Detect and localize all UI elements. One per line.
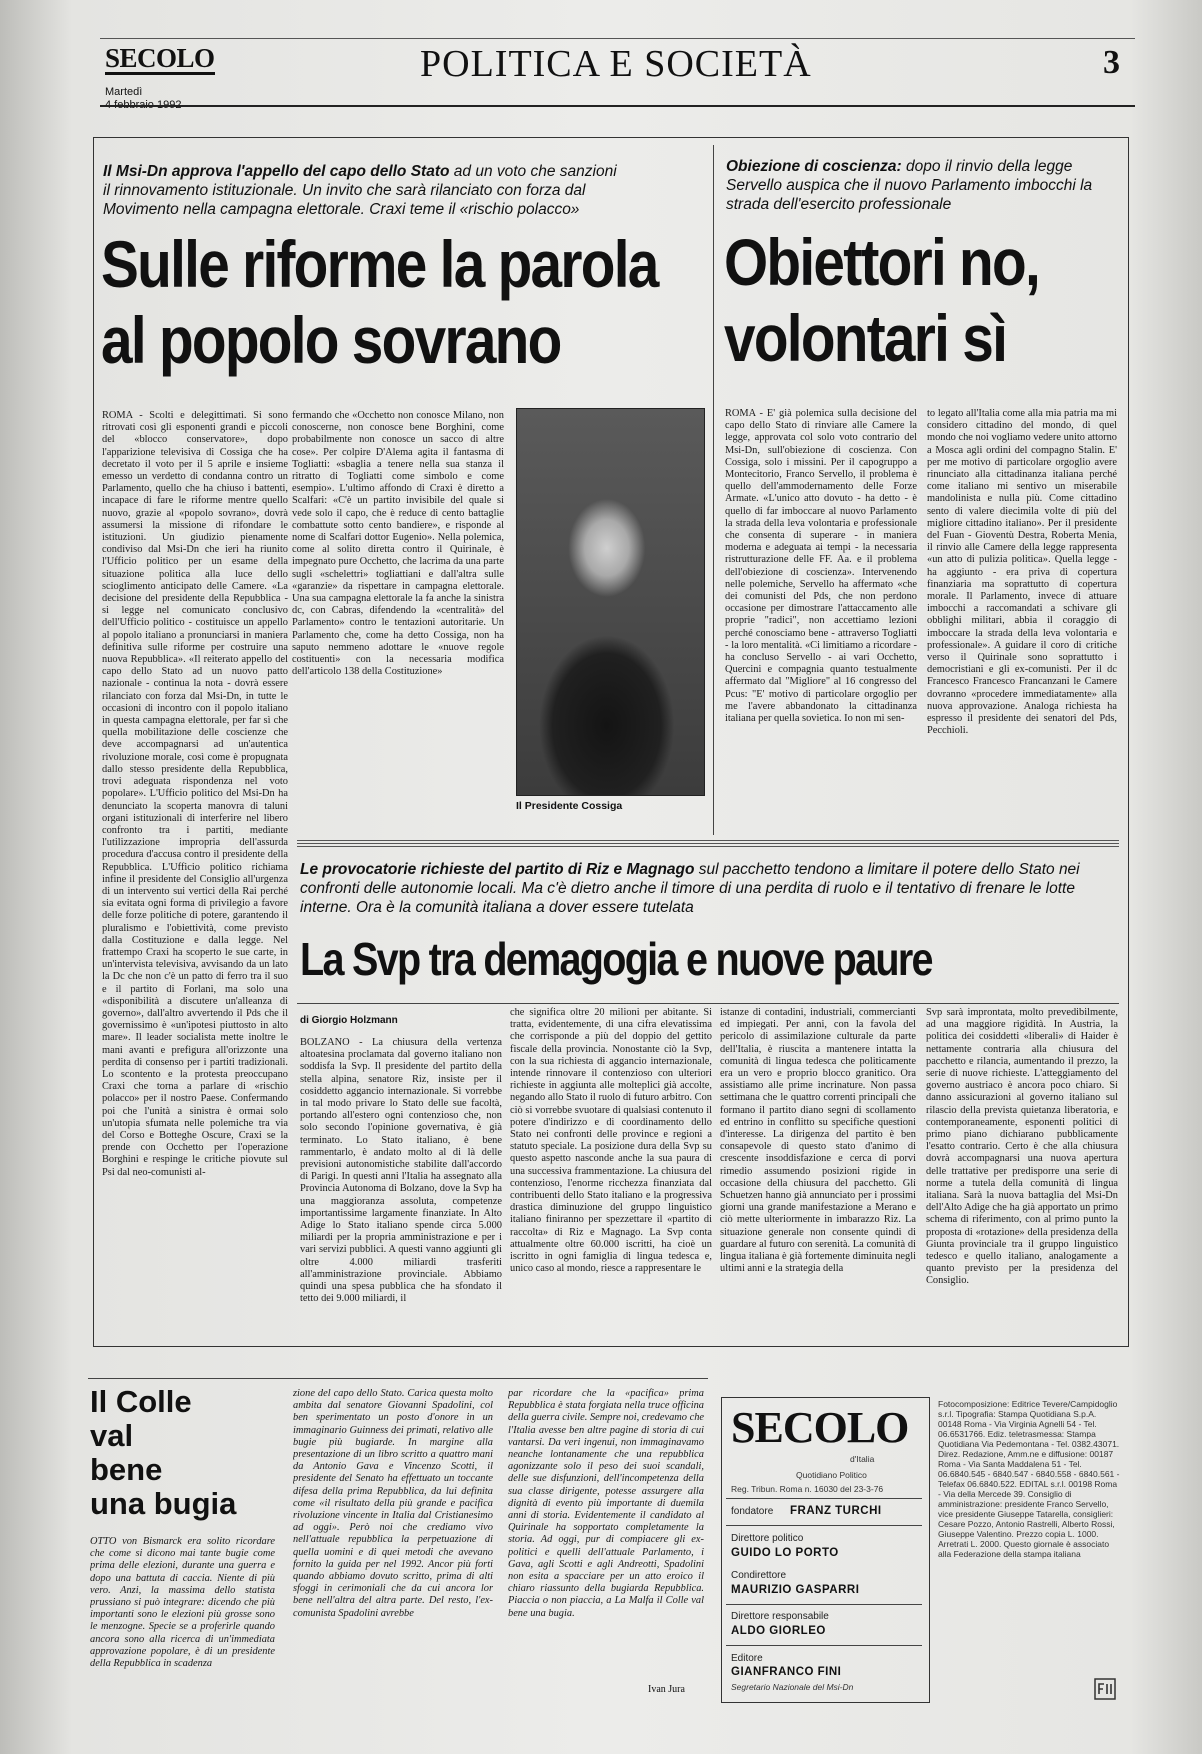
article3-kicker — [300, 860, 1110, 917]
article3-column-1: BOLZANO - La chiusura della vertenza altoatesina proclamata dal governo italiano non soddisfa la Svp. Il presidente del partito della stella alpina, senatore Riz, insiste per il cosiddetto aggancio internazionale. Si vorrebbe in tal modo privare lo Stato delle sue facoltà, portando all'estero ogni contenzioso che, non solo secondo l'opinione governativa, è già terminato. Lo Stato italiano, è bene rammentarlo, è andato molto al di là delle previsioni autonomistiche stabilite dall'accordo di Parigi. In questi anni l'Italia ha assegnato alla Provincia Autonoma di Bolzano, dove la Svp ha una maggioranza assoluta, competenze importantissime largamente finanziate. In Alto Adige lo Stato italiano spende circa 5.000 miliardi per la propria amministrazione e per i vari servizi pubblici. A questi vanno aggiunti gli oltre 4.000 miliardi trasferiti all'amministrazione provinciale. Abbiamo quindi una spesa pubblica che ha sfondato il tetto dei 9.000 miliardi, il — [300, 1037, 502, 1305]
article1-kicker-lead: Il Msi-Dn approva l'appello del capo dello Stato — [103, 163, 450, 180]
masthead-logo: SECOLO — [105, 43, 215, 73]
fieg-logo-icon — [1094, 1678, 1116, 1700]
article1-headline-line1: Sulle riforme la parola — [101, 227, 658, 301]
article2-kicker-rest: dopo il rinvio della legge Servello auspica che il nuovo Parlamento imbocchi la strada dell'esercito professionale — [726, 158, 1093, 213]
publisher-name: GIANFRANCO FINI — [731, 1666, 842, 1678]
masthead-day: Martedì — [105, 86, 143, 98]
editor-name: ALDO GIORLEO — [731, 1625, 826, 1637]
section-title: POLITICA E SOCIETÀ — [420, 43, 812, 85]
article3-kicker-rest: sul pacchetto tendono a limitare il potere dello Stato nei confronti delle autonomie locali. Ma c'è dietro anche il timore di una perdita di ruolo e il tentativo di frenare le lotte interne. Ora è la comunità italiana a dover essere tutelata — [300, 861, 1080, 916]
publisher-role: Segretario Nazionale del Msi-Dn — [731, 1682, 854, 1692]
impressum-rule-3 — [726, 1604, 922, 1605]
top-rule — [100, 38, 1135, 39]
article4-column-2: zione del capo dello Stato. Carica questa molto ambita dal senatore Giovanni Spadolini, col ben sperimentato un posto d'onore in un immaginario Guinness dei primati, relativo alle bugie più bugiarde. In margine alla presentazione di un libro scritto a quattro mani da Antonio Gava e Vincenzo Scotti, il presidente del Senato ha effettuato un toccante difesa della prima Repubblica, da lui definita come «il risultato della più grande e pacifica rivoluzione vincente in Italia dal Cristianesimo ad oggi». Però noi che crediamo vivo nell'attuale repubblica la perpetuazione di quella uomini e di quei metodi che avevano fornito la guida per nel 1992. Ancor più forti quando abbiamo dovuto scritto, prima di alti sfoggi in cerimoniali che da cui ancora lor bene nell'altra del altra parte. Del resto, l'ex-comunista Spadolini avrebbe — [293, 1388, 493, 1619]
column-divider — [713, 145, 714, 835]
article1-kicker — [103, 162, 623, 219]
article2-column-1: ROMA - E' già polemica sulla decisione del capo dello Stato di rinviare alle Camere la legge, approvata col solo voto contrario del Msi-Dn, sull'obiezione di coscienza. Con Cossiga, solo i missini. Per il capogruppo a Montecitorio, Franco Servello, il problema è quello dell'ammodernamento delle Forze Armate. «L'unico atto dovuto - ha detto - è quello di far imboccare al nuovo Parlamento la strada della leva volontaria e professionale che consenta di superare - in maniera moderna e adeguata ai tempi - la necessaria ristrutturazione delle FF. Aa. e il problema dell'obiezione di coscienza». Intervenendo nelle polemiche, Servello ha affermato «che dei comunisti del Pds, che non perdono occasione per dimostrare l'attaccamento alle proprie "radici", non accettiamo lezioni perché conosciamo bene - attraverso Togliatti - la loro mentalità. «Ci limitiamo a ricordare - ha concluso Servello - ai vari Occhetto, Quercini e compagnia quanto testualmente affermato dal "Migliore" al 16 congresso del Pcus: "E' motivo di particolare orgoglio per me l'avere abbandonato la cittadinanza italiana per quella sovietica. Io non mi sen- — [725, 408, 917, 725]
article4-signature: Ivan Jura — [648, 1684, 685, 1695]
impressum-rule-2 — [726, 1525, 922, 1526]
editor-label: Direttore responsabile — [731, 1611, 829, 1622]
publisher-label: Editore — [731, 1653, 763, 1664]
article2-headline-line1: Obiettori no, — [724, 225, 1040, 299]
article1-column-2: fermando che «Occhetto non conosce Milano, non conoscerne, non conosce bene Borghini, come probabilmente non conosce un sacco di altre cose». Per colpire D'Alema agita il fantasma di Togliatti: «sbaglia a tenere nella sua stanza il ritratto di Togliatti come simbolo e come esempio». L'ultimo affondo di Craxi è diretto a Scalfari: «C'è un partito invisibile del quale si vede solo il capo, che è reduce di cento battaglie combattute sotto cento bandiere», e risponde al nome di Scalfari dottor Eugenio». Nella polemica, come al solito diretta contro il Quirinale, è impegnato pure Occhetto, che lacrima da una parte sugli «schelettri» togliattiani e dall'altra sulle «garanzie» da rispettare in campagna elettorale. Una sua campagna elettorale la fa anche la sinistra dc, con Cabras, difendendo la «centralità» del Parlamento» contro le tentazioni autoritarie. Un Parlamento che, come ha detto Cossiga, non ha saputo nemmeno adottare le «nuove regole costituenti» con la necessaria modifica dell'articolo 138 della Costituzione» — [292, 410, 504, 678]
article3-kicker-lead: Le provocatorie richieste del partito di Riz e Magnago — [300, 861, 695, 878]
article3-byline: di Giorgio Holzmann — [300, 1015, 398, 1026]
article4-title-line3: bene — [90, 1452, 163, 1487]
article4-column-1: OTTO von Bismarck era solito ricordare che come si dicono mai tante bugie come prima delle elezioni, durante una guerra e dopo una battuta di caccia. Niente di più vero. Anzi, la massima dello statista prussiano si può integrare: dicendo che più importanti sono le elezioni più grosse sono le menzogne. Specie se a proferirle quando ancora sono alla ricerca di un'immediata approvazione popolare, è di un presidente della Repubblica in scadenza — [90, 1536, 275, 1670]
impressum-rule-4 — [726, 1645, 922, 1646]
director-name: GUIDO LO PORTO — [731, 1547, 839, 1559]
impressum-logo: SECOLO — [731, 1403, 909, 1452]
article3-headline: La Svp tra demagogia e nuove paure — [300, 933, 932, 985]
director-label: Direttore politico — [731, 1533, 804, 1544]
impressum-logo-sub: d'Italia — [850, 1454, 875, 1464]
article4-title-line2: val — [90, 1418, 134, 1453]
article3-column-4: Svp sarà improntata, molto prevedibilmente, ad una maggiore rigidità. In Austria, la politica dei cosiddetti «liberali» di Haider è nettamente contraria alla chiusura del pacchetto e rilancia, aumentando il prezzo, la serie di nuove richieste. L'atteggiamento del governo austriaco è ancora poco chiaro. Si danno assicurazioni al governo italiano sul rilascio della prevista quietanza liberatoria, e contemporaneamente, esponenti politici di primo piano dichiarano pubblicamente l'esatto contrario. Certo è che alla chiusura dovrà accompagnarsi una nuova apertura delle trattative per predisporre una serie di norme a tutela della comunità di lingua italiana. Sarà la nuova battaglia del Msi-Dn dell'Alto Adige che ha già apportato un primo schema di riferimento, con al primo punto la proposta di «rotazione» della presidenza della Giunta provinciale tra il gruppo linguistico tedesco e quello italiano, analogamente a quanto previsto per la presidenza del Consiglio. — [926, 1007, 1118, 1287]
article4-column-3: par ricordare che la «pacifica» prima Repubblica è stata forgiata nella truce officina della guerra civile. Sempre noi, credevamo che l'Italia avesse ben altre pagine di storia di cui vantarsi. Da veri ingenui, non immaginavamo neanche lontanamente che una repubblica agonizzante solo il peso dei suoi scandali, delle sue disfunzioni, dell'incompetenza della sua classe dirigente, potesse assurgere alla dignità di evento più importante di duemila anni di storia. Evidentemente il candidato al Quirinale ha sopportato completamente la storia. Ad oggi, pur di compiacere gli ex-politici e quelli dell'attuale Parlamento, i Gava, agli Scotti e agli Andreotti, Spadolini non esita a spacciare per un atto eroico il chiaro riassunto della bugiarda Repubblica. Piaccia o non piaccia, a La Malfa il Colle val bene una bugia. — [508, 1388, 704, 1619]
article4-title-line4: una bugia — [90, 1486, 237, 1521]
article1-kicker-rest: ad un voto che sanzioni il rinnovamento istituzionale. Un invito che sarà rilanciato con forza dal Movimento nella campagna elettorale. Craxi teme il «rischio polacco» — [103, 163, 617, 218]
article2-column-2: to legato all'Italia come alla mia patria ma mi considero cittadino del mondo, di quel mondo che noi vogliamo vedere unito attorno a Mosca agli ordini del compagno Stalin. E' per me motivo di particolare orgoglio avere rinunciato alla cittadinanza italiana perché come italiano mi sentivo un miserabile mandolinista e nulla più. Come cittadino sento di valere diecimila volte di più del migliore cittadino italiano». Per il presidente del Fuan - Gioventù Destra, Roberta Menia, il rinvio alle Camere della legge rappresenta «un atto di pulizia politica». Quella legge - ha aggiunto - era priva di copertura finanziaria ma soprattutto di copertura morale. Il Parlamento, invece di attuare imbocchi a raccomandati a schivare gli obblighi militari, abbia il coraggio di imboccare la strada della leva volontaria e professionale». A guidare il coro di critiche verso il Quirinale sono soprattutto i democristiani e gli ex-comunisti. Per il dc Francesco Francesco Francanzani le Camere dovranno «procedere immediatamente» alla nuova approvazione. Analoga richiesta ha espresso il presidente dei senatori del Pds, Pecchioli. — [927, 408, 1117, 737]
photo-caption: Il Presidente Cossiga — [516, 800, 623, 812]
article3-column-2: che significa oltre 20 milioni per abitante. Si tratta, evidentemente, di una cifra elevatissima che corrisponde a più del doppio del gettito fiscale della provincia. Nonostante ciò la Svp, con la sua richiesta di aggancio internazionale, intende rinnovare il contenzioso con ulteriori richieste in aggiunta alle molteplici già accolte, negando allo Stato il ruolo di futuro arbitro. Con ciò si vorrebbe svuotare di qualsiasi contenuto il potere d'indirizzo e di coordinamento dello Stato nei confronti delle province e regioni a statuto speciale. La posizione dura della Svp su questo aspetto nasconde anche la sua paura di una successiva frammentazione. La chiusura del contenzioso, l'enorme ricchezza finanziata dal contribuenti dello Stato italiano e la progressiva drastica diminuzione del gruppo linguistico italiano finiranno per spezzettare il «partito di raccolta» di Riz e Magnago. La Svp conta attualmente oltre 60.000 iscritti, ha cioè un iscritto in ogni famiglia di lingua tedesca e, unico caso al mondo, riesce a rappresentare le — [510, 1007, 712, 1275]
founder-name: FRANZ TURCHI — [790, 1505, 882, 1517]
page-number: 3 — [1103, 44, 1120, 81]
article1-headline-line2: al popolo sovrano — [101, 303, 561, 377]
cossiga-photo — [516, 408, 705, 796]
article4-top-rule — [88, 1378, 708, 1379]
impressum-registration: Reg. Tribun. Roma n. 16030 del 23-3-76 — [731, 1484, 884, 1494]
impressum-rule-1 — [726, 1498, 922, 1499]
article2-kicker — [726, 157, 1116, 214]
article2-kicker-lead: Obiezione di coscienza: — [726, 158, 902, 175]
header-rule — [100, 105, 1135, 107]
separator-stripes — [297, 838, 1119, 847]
article3-rule — [297, 1003, 1119, 1004]
impressum-right-block: Fotocomposizione: Editrice Tevere/Campidoglio s.r.l. Tipografia: Stampa Quotidiana S.p.A. 00148 Roma - Via Virginia Agnelli 54 - Tel. 06.6531766. Ediz. teletrasmessa: Stampa Quotidiana Via Pedemontana - Tel. 0382.43071. Direz. Redazione, Amm.ne e diffusione: 00187 Roma - Via Santa Maddalena 51 - Tel. 06.6840.545 - 6840.547 - 6840.558 - 6840.561 - Telefax 06.6840.522. EDITAL s.r.l. 00198 Roma - Via della Mercede 39. Consiglio di amministrazione: presidente Franco Servello, vice presidente Giuseppe Tatarella, consiglieri: Cesare Pozzo, Antonio Rastrelli, Alberto Rossi, Giuseppe Valentino. Prezzo copia L. 1000. Arretrati L. 2000. Questo giornale è associato alla Federazione della stampa italiana — [938, 1399, 1120, 1559]
article4-title-line1: Il Colle — [90, 1384, 192, 1419]
impressum-tagline: Quotidiano Politico — [796, 1470, 867, 1480]
founder-label: fondatore — [731, 1506, 774, 1517]
article1-column-1: ROMA - Scolti e delegittimati. Si sono ritrovati così gli esponenti grandi e piccoli del «blocco conservatore», dopo l'apparizione televisiva di Cossiga che ha decretato il voto per il 5 aprile e insieme emesso un verdetto di condanna contro un Parlamento, quello che ha chiuso i battenti, incapace di fare le riforme mentre quello nuovo, grazie al «popolo sovrano», dovrà assumersi la missione di rifondare le istituzioni. Un giudizio pienamente condiviso dal Msi-Dn che ieri ha riunito l'Ufficio politico per un esame della situazione politica alla luce dello scioglimento anticipato delle Camere. «La decisione del presidente della Repubblica - si legge nel comunicato conclusivo dell'Ufficio politico - costituisce un appello al popolo italiano a pronunciarsi in maniera definitiva sulle riforme per costruire una nuova Repubblica». «Il reiterato appello del capo dello Stato ad un nuovo patto nazionale - continua la nota - dovrà essere rilanciato con forza dal Msi-Dn, in tutte le occasioni di incontro con il popolo italiano in questa campagna elettorale, per far sì che quella mobilitazione delle coscienze che deve accompagnarsi ad un'autentica rivoluzione morale, così come è propugnata dallo stesso presidente della Repubblica, trovi adeguata rispondenza nel voto popolare». L'Ufficio politico del Msi-Dn ha denunciato la scoperta manovra di taluni organi istituzionali di interferire nel libero confronto tra i partiti, mediante l'utilizzazione impropria dell'assurda procedura d'accusa contro il presidente della Repubblica. L'Ufficio politico richiama infine il presidente del Consiglio all'urgenza di un intervento sui vertici della Rai perché sia evitata ogni forma di privilegio a favore delle forze politiche di potere, garantendo il pluralismo e l'obiettività, come previsto dalla Costituzione e dalla legge. Nel frattempo Craxi ha scoperto le sue carte, in un'intervista televisiva, avvisando da un lato la Dc che non c'è un patto di ferro tra il suo e il partito di Forlani, ma solo una «disponibilità a discutere un'alleanza di governo», dall'altro avvertendo il Pds che il governissimo è «un'ipotesi piuttosto in alto mare». Il leader socialista mette inoltre le mani avanti e prefigura all'orizzonte una perdita di consenso per i partiti tradizionali. Lo scontento e la protesta preoccupano Craxi che torna a parlare di «rischio polacco» per il nostro Paese. Confermando poi che l'unità a sinistra è ormai solo un'utopia sfumata nelle polemiche tra via del Corso e Botteghe Oscure, Craxi se la prende con Occhetto per l'operazione Borghini e respinge le critiche piovute sul Psi dal neo-comunisti al- — [102, 410, 288, 1178]
article2-headline-line2: volontari sì — [724, 301, 1007, 375]
codirector-name: MAURIZIO GASPARRI — [731, 1584, 860, 1596]
article3-column-3: istanze di contadini, industriali, commercianti ed impiegati. Per anni, con la favola del pericolo di assimilazione culturale da parte dell'Italia, è riuscita a mantenere intatta la comunità di lingua tedesca che politicamente era un vero e proprio blocco granitico. Ora assistiamo alle prime incrinature. Non passa settimana che le quattro correnti principali che formano il partito diano segni di scollamento ed entrino in conflitto su specifiche questioni d'interesse. La dirigenza del partito è ben consapevole di questo stato d'animo di crescente insoddisfazione e cerca di porvi rimedio assumendo posizioni rigide in occasione della chiusura del pacchetto. Gli Schuetzen hanno già annunciato per i prossimi giorni una grande manifestazione a Merano e ciò mette ulteriormente in imbarazzo Riz. La situazione generale non consente quindi di guardare al futuro con serenità. La comunità di lingua italiana è già fortemente diminuita negli ultimi anni e la strategia della — [720, 1007, 916, 1275]
codirector-label: Condirettore — [731, 1570, 787, 1581]
